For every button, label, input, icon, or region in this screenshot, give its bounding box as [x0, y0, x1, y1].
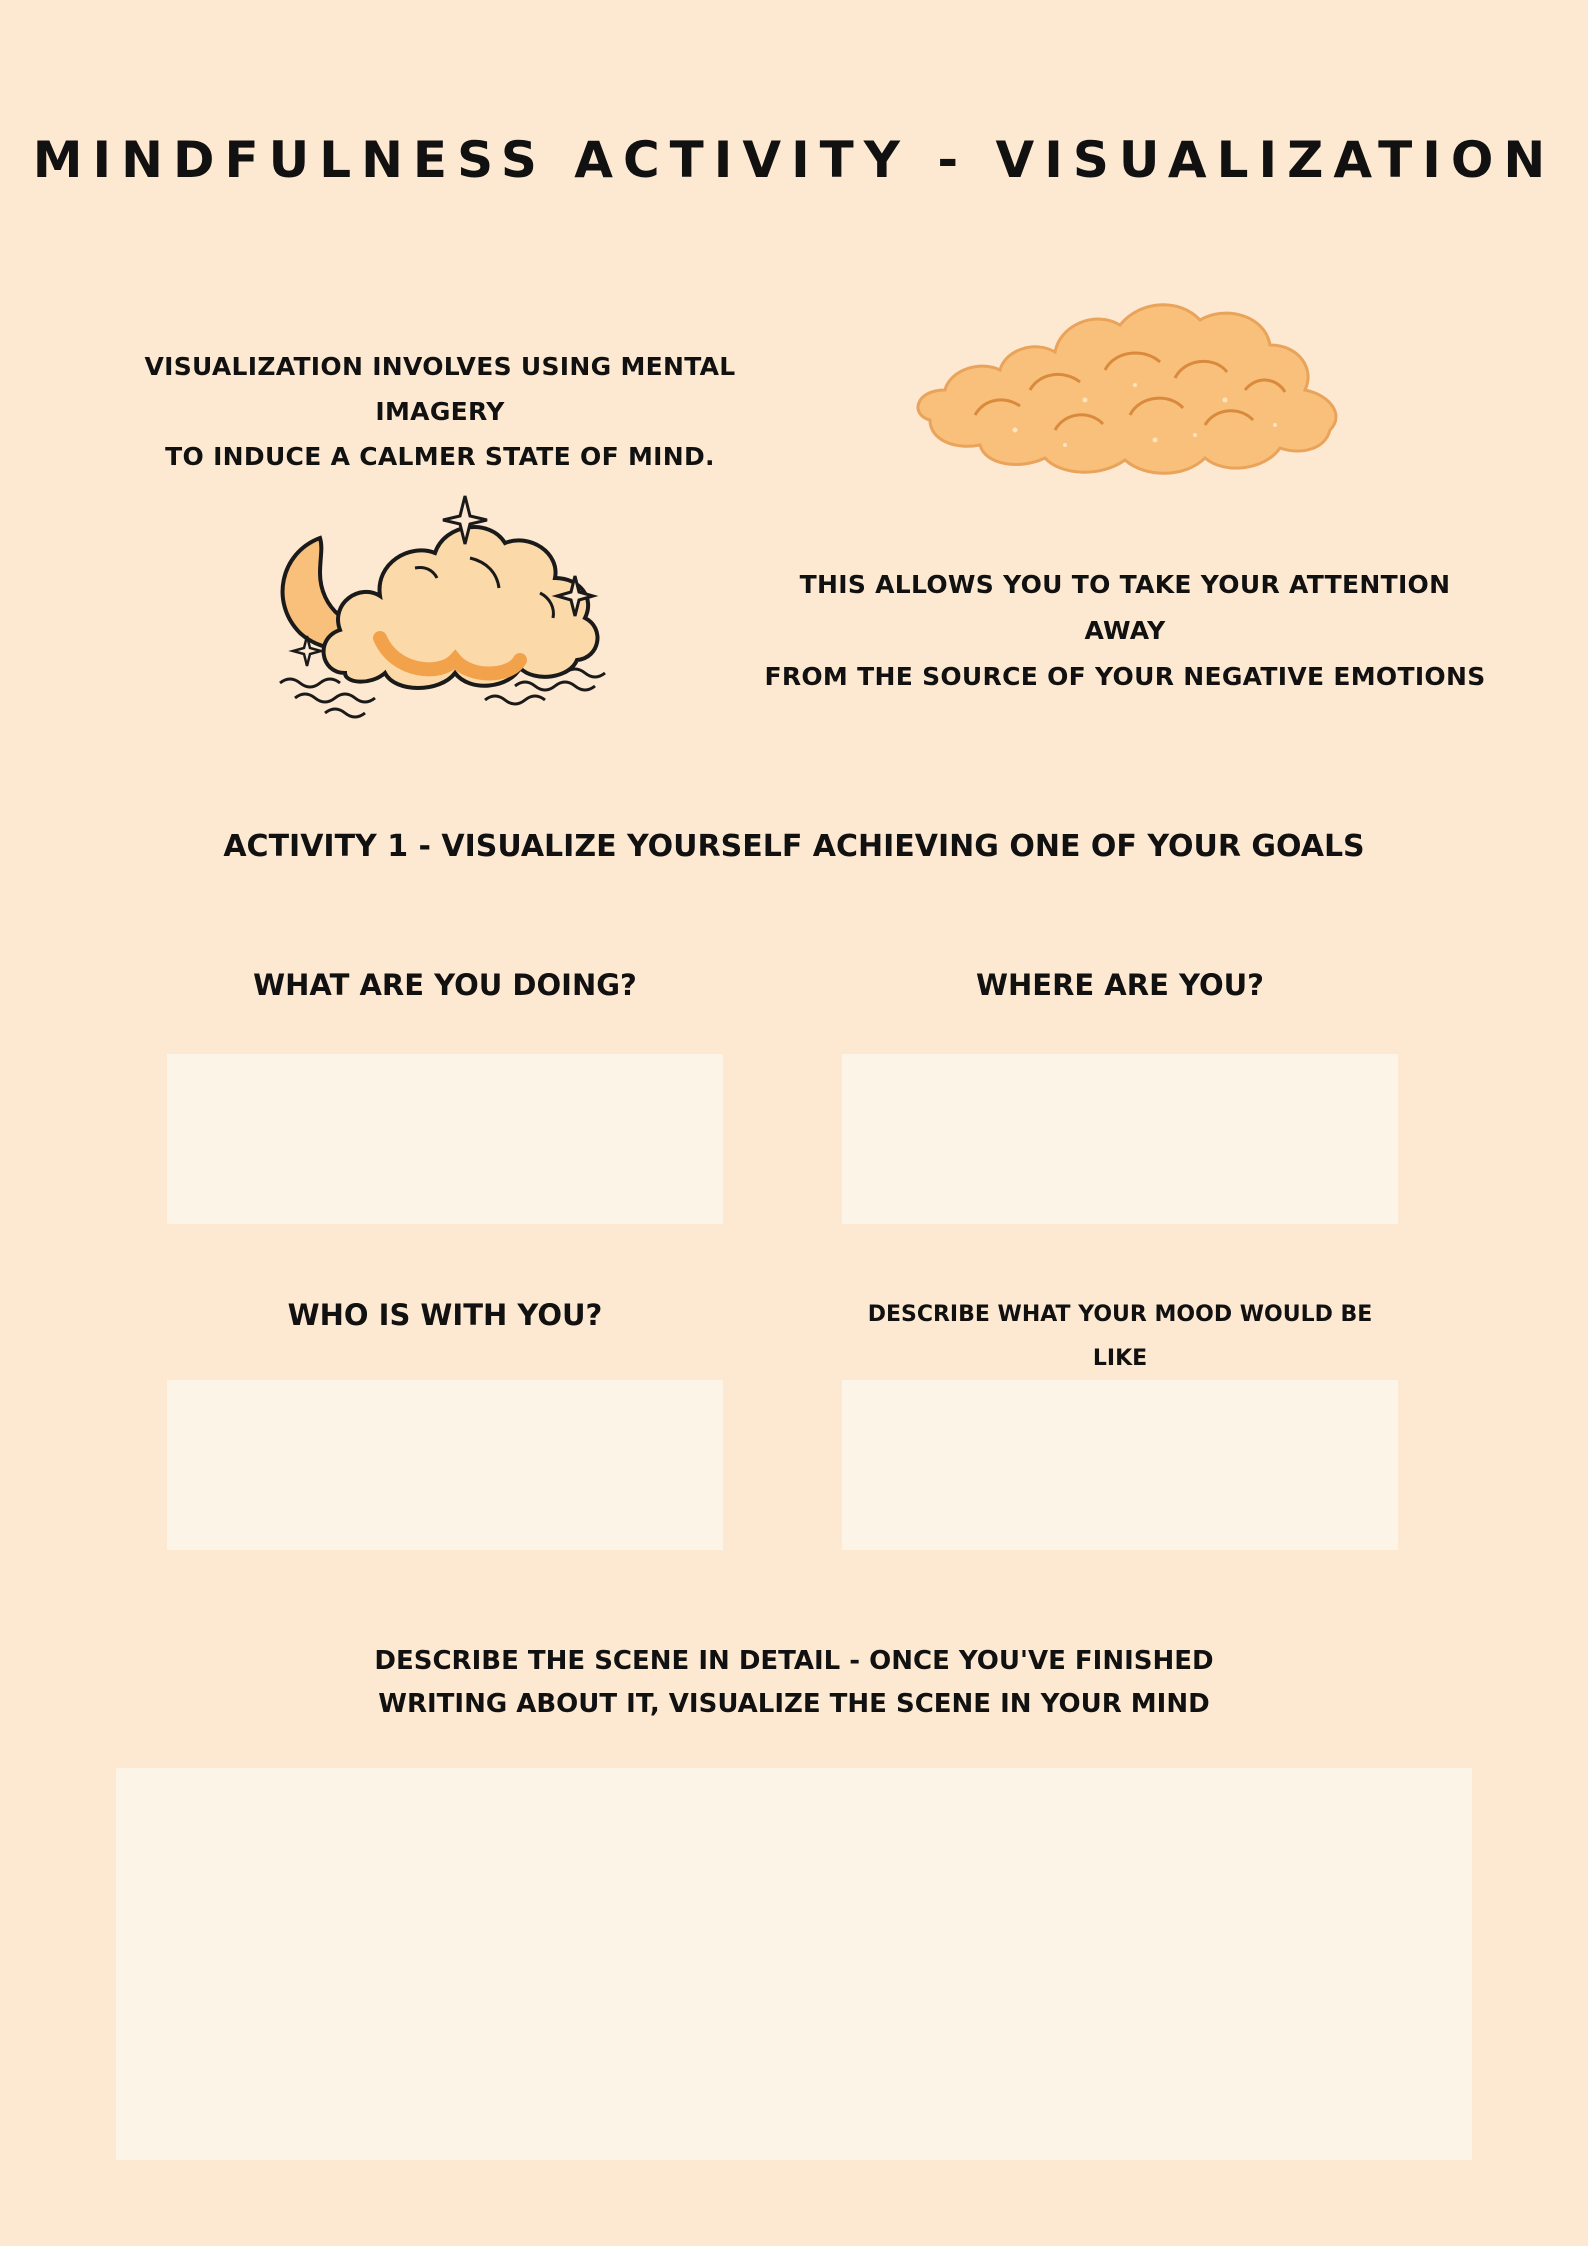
intro-line: THIS ALLOWS YOU TO TAKE YOUR ATTENTION AWAY [799, 570, 1451, 645]
question-who-with: WHO IS WITH YOU? [287, 1298, 603, 1332]
question-what-doing: WHAT ARE YOU DOING? [253, 968, 637, 1002]
intro-line: FROM THE SOURCE OF YOUR NEGATIVE EMOTIONS [764, 662, 1486, 691]
textured-cloud-icon [905, 290, 1345, 480]
question-mood: DESCRIBE WHAT YOUR MOOD WOULD BE LIKE [867, 1302, 1373, 1371]
describe-line: DESCRIBE THE SCENE IN DETAIL - ONCE YOU'VE FINISHED [374, 1646, 1214, 1676]
answer-box-mood[interactable] [842, 1380, 1398, 1550]
activity-heading: ACTIVITY 1 - VISUALIZE YOURSELF ACHIEVING ONE OF YOUR GOALS [223, 829, 1365, 864]
intro-text-2 [760, 562, 1490, 700]
moon-cloud-stars-icon [265, 488, 625, 728]
intro-line: TO INDUCE A CALMER STATE OF MIND. [165, 442, 715, 471]
describe-line: WRITING ABOUT IT, VISUALIZE THE SCENE IN YOUR MIND [378, 1689, 1210, 1719]
intro-text-1 [80, 344, 800, 479]
describe-scene-prompt [0, 1640, 1588, 1726]
page-title: MINDFULNESS ACTIVITY - VISUALIZATION [32, 131, 1556, 189]
answer-box-scene-detail[interactable] [116, 1768, 1472, 2160]
intro-line: VISUALIZATION INVOLVES USING MENTAL IMAGERY [144, 352, 736, 426]
answer-box-who-with[interactable] [167, 1380, 723, 1550]
question-where: WHERE ARE YOU? [976, 968, 1264, 1002]
answer-box-what-doing[interactable] [167, 1054, 723, 1224]
answer-box-where[interactable] [842, 1054, 1398, 1224]
